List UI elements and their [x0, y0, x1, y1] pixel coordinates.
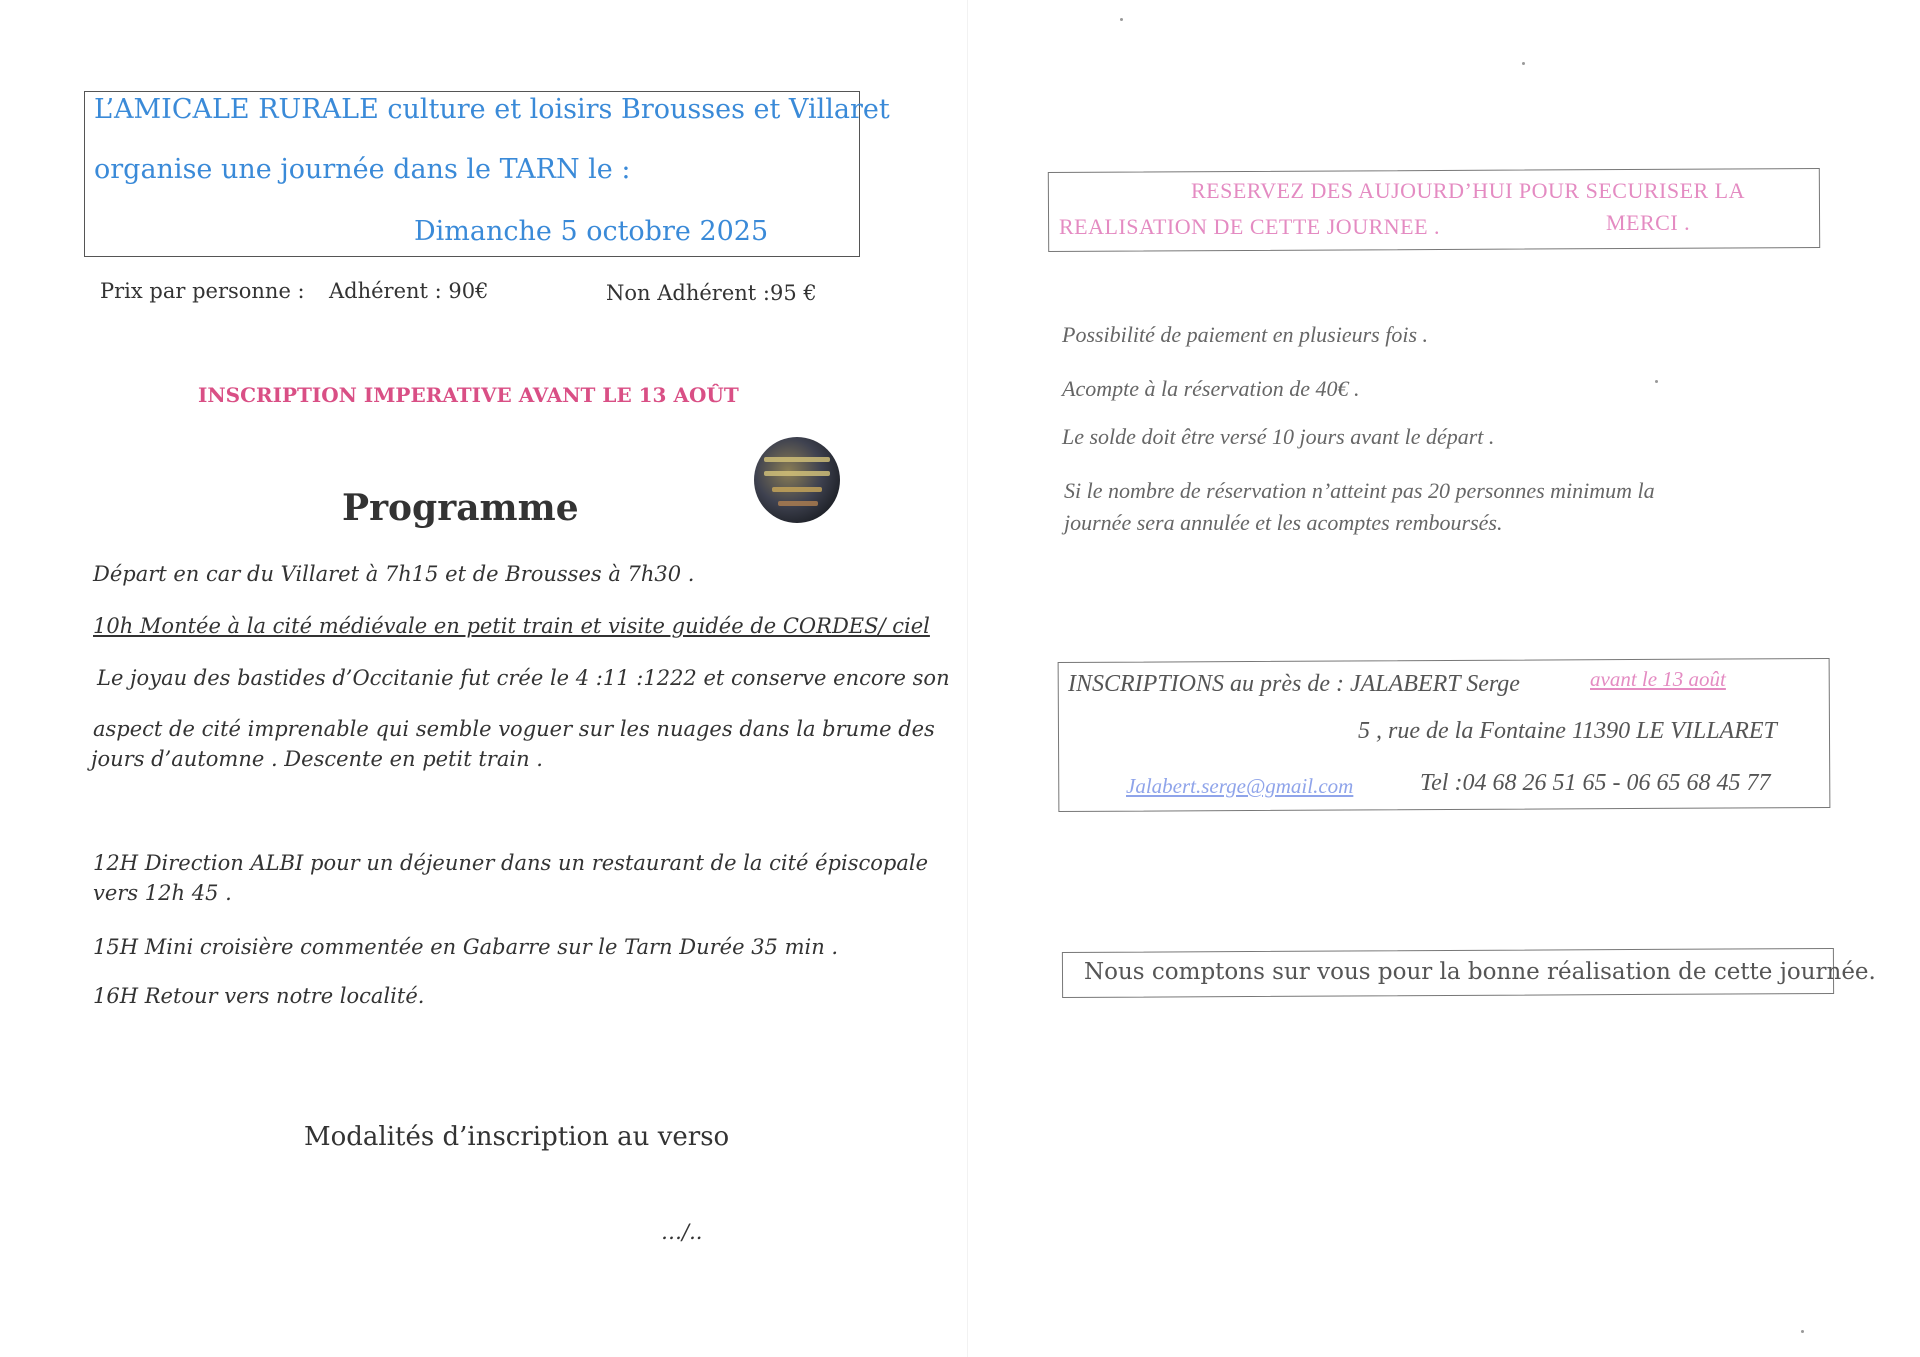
reserve-line-2: REALISATION DE CETTE JOURNEE . [1059, 214, 1441, 239]
continued-marker: …/.. [661, 1220, 703, 1244]
contact-phone: Tel :04 68 26 51 65 - 06 65 68 45 77 [1420, 770, 1771, 796]
inscriptions-label: INSCRIPTIONS au près de : JALABERT Serge [1068, 671, 1520, 697]
registration-deadline: INSCRIPTION IMPERATIVE AVANT LE 13 AOÛT [198, 383, 739, 407]
contact-email-link[interactable]: Jalabert.serge@gmail.com [1126, 774, 1354, 798]
programme-desc-line-2: aspect de cité imprenable qui semble voguer sur les nuages dans la brume des [93, 717, 935, 741]
programme-desc-line-3: jours d’automne . Descente en petit train . [91, 747, 543, 771]
payment-line-4b: journée sera annulée et les acomptes remboursés. [1064, 510, 1503, 535]
reserve-merci: MERCI . [1606, 210, 1691, 235]
payment-line-4a: Si le nombre de réservation n’atteint pas 20 personnes minimum la [1064, 478, 1655, 503]
scan-speck [1801, 1330, 1804, 1333]
programme-desc-line-1: Le joyau des bastides d’Occitanie fut crée le 4 :11 :1222 et conserve encore son [97, 666, 950, 690]
programme-item-12h-line-2: vers 12h 45 . [93, 881, 232, 905]
price-member: Adhérent : 90€ [329, 279, 489, 303]
page-fold-divider [967, 0, 968, 1357]
programme-item-12h-line-1: 12H Direction ALBI pour un déjeuner dans un restaurant de la cité épiscopale [93, 851, 928, 875]
closing-message: Nous comptons sur vous pour la bonne réalisation de cette journée. [1084, 959, 1876, 985]
payment-line-2: Acompte à la réservation de 40€ . [1062, 376, 1360, 401]
price-non-member: Non Adhérent :95 € [606, 281, 817, 305]
event-date: Dimanche 5 octobre 2025 [414, 216, 769, 247]
payment-line-3: Le solde doit être versé 10 jours avant le départ . [1062, 424, 1495, 449]
programme-departure: Départ en car du Villaret à 7h15 et de Brousses à 7h30 . [93, 562, 695, 586]
reserve-line-1: RESERVEZ DES AUJOURD’HUI POUR SECURISER LA [1191, 178, 1746, 203]
inscriptions-address: 5 , rue de la Fontaine 11390 LE VILLARET [1358, 718, 1777, 744]
scan-speck [1120, 18, 1123, 21]
club-logo-image [754, 437, 840, 523]
programme-item-10h: 10h Montée à la cité médiévale en petit train et visite guidée de CORDES/ ciel [93, 614, 930, 638]
scan-speck [1522, 62, 1525, 65]
payment-line-1: Possibilité de paiement en plusieurs fois . [1062, 322, 1429, 347]
inscriptions-deadline: avant le 13 août [1590, 667, 1726, 691]
programme-item-15h: 15H Mini croisière commentée en Gabarre sur le Tarn Durée 35 min . [93, 935, 839, 959]
header-line-1: L’AMICALE RURALE culture et loisirs Brousses et Villaret [94, 94, 890, 125]
programme-title: Programme [342, 487, 579, 529]
price-label: Prix par personne : [100, 279, 305, 303]
scan-speck [1655, 380, 1658, 383]
programme-item-16h: 16H Retour vers notre localité. [93, 984, 425, 1008]
modalites-note: Modalités d’inscription au verso [304, 1122, 730, 1152]
header-line-2: organise une journée dans le TARN le : [94, 154, 631, 185]
